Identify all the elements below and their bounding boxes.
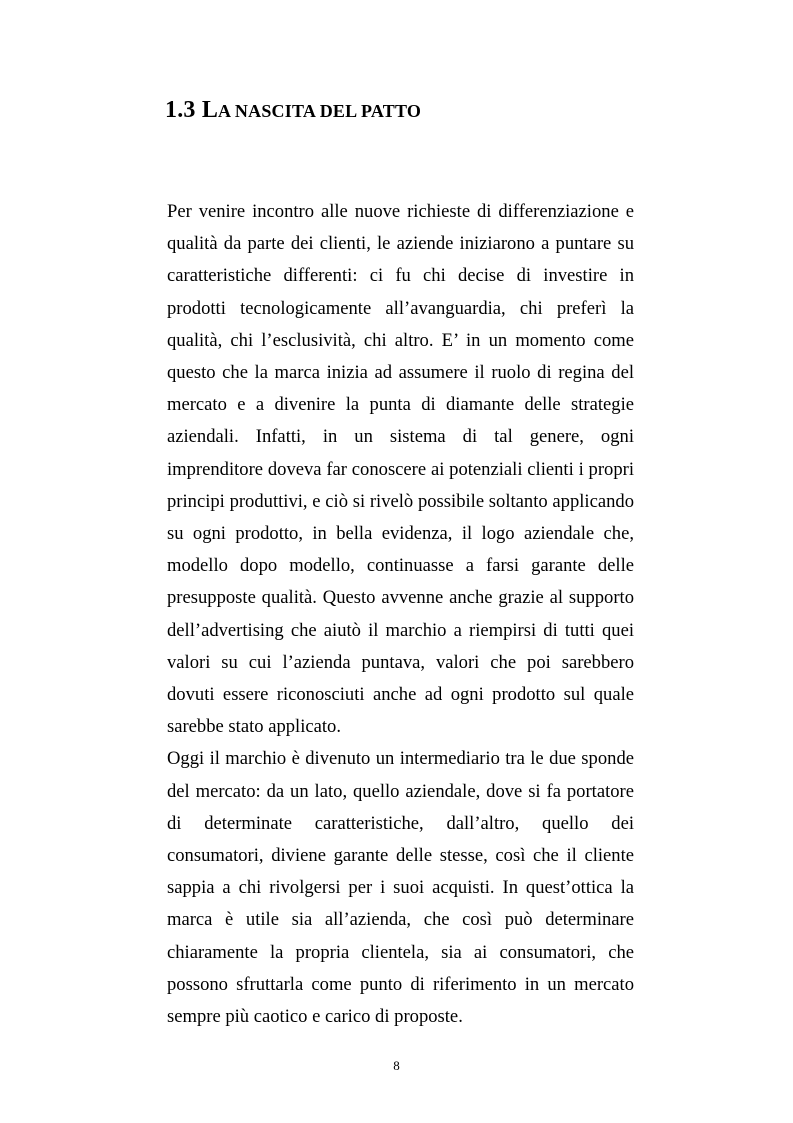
paragraph: Oggi il marchio è divenuto un intermediario tra le due sponde del mercato: da un lato, quello aziendale, dove si fa portatore di determinate caratteristiche, dall’altro, quello dei consumatori, diviene garante delle stesse, così che il cliente sappia a chi rivolgersi per i suoi acquisti. In quest’ottica la marca è utile sia all’azienda, che così può determinare chiaramente la propria clientela, sia ai consumatori, che possono sfruttarla come punto di riferimento in un mercato sempre più caotico e carico di proposte. — [167, 748, 634, 1028]
body-text — [167, 196, 634, 1033]
section-title-initial: L — [201, 97, 219, 123]
paragraph: Per venire incontro alle nuove richieste di differenziazione e qualità da parte dei clienti, le aziende iniziarono a puntare su caratteristiche differenti: ci fu chi decise di investire in prodotti tecnologicamente all’avanguardia, chi preferì la qualità, chi l’esclusività, chi altro. E’ in un momento come questo che la marca inizia ad assumere il ruolo di regina del mercato e a divenire la punta di diamante delle strategie aziendali. Infatti, in un sistema di tal genere, ogni imprenditore doveva far conoscere ai potenziali clienti i propri principi produttivi, e ciò si rivelò possibile soltanto applicando su ogni prodotto, in bella evidenza, il logo aziendale che, modello dopo modello, continuasse a farsi garante delle presupposte qualità. Questo avvenne anche grazie al supporto dell’advertising che aiutò il marchio a riempirsi di tutti quei valori su cui l’azienda puntava, valori che poi sarebbero dovuti essere riconosciuti anche ad ogni prodotto sul quale sarebbe stato applicato. — [167, 201, 634, 738]
section-number: 1.3 — [165, 97, 196, 123]
section-heading — [165, 95, 421, 126]
section-title-rest: A NASCITA DEL PATTO — [218, 101, 422, 121]
page-number: 8 — [393, 1058, 400, 1073]
